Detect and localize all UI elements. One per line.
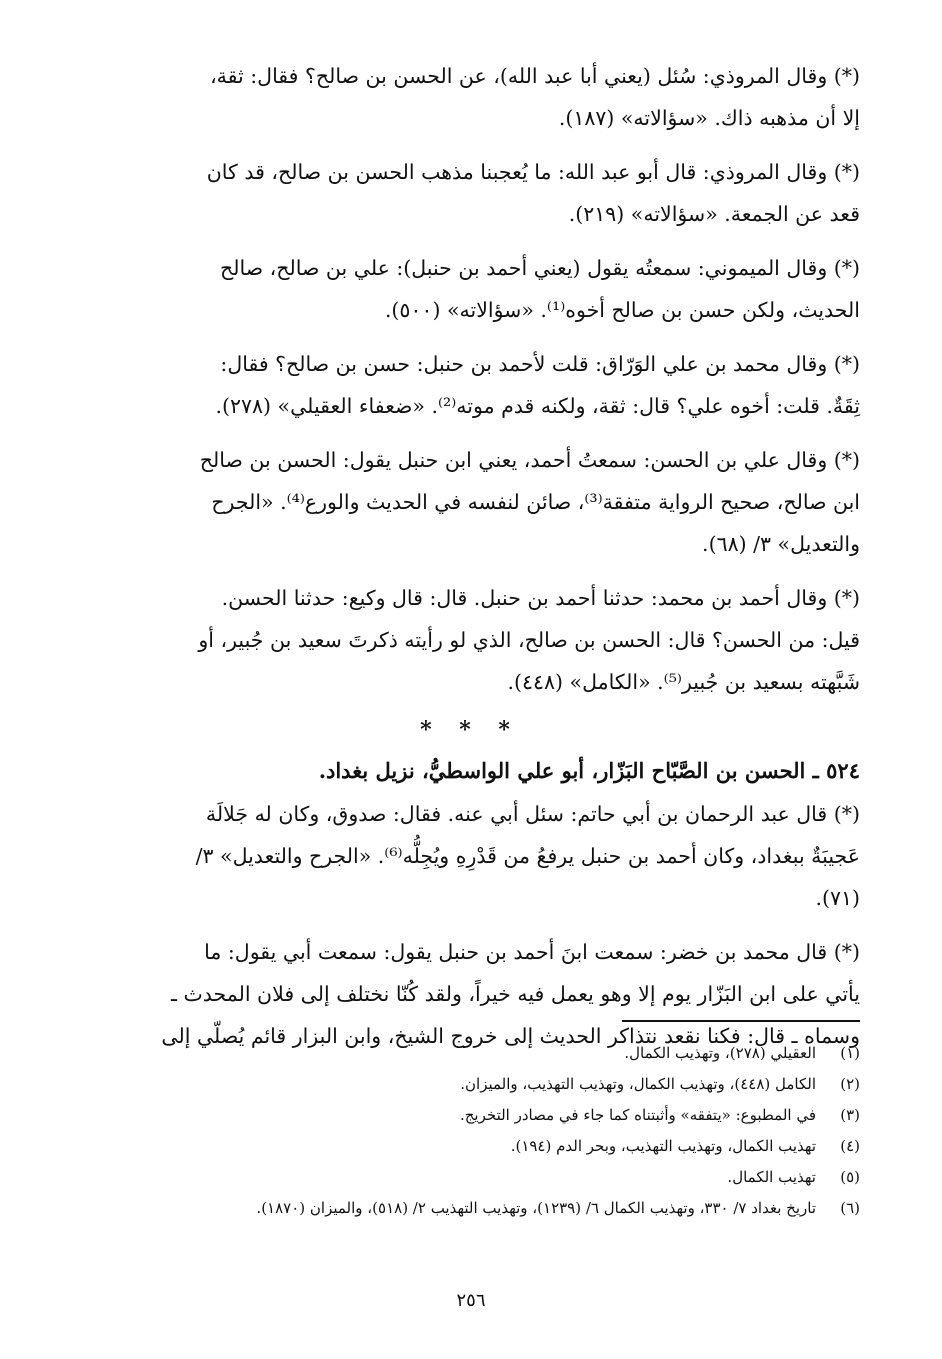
footnote-number: (٣) — [840, 1106, 860, 1124]
footnote-text: تهذيب الكمال. — [727, 1168, 816, 1186]
text-line: قعد عن الجمعة. «سؤالاته» (٢١٩). — [568, 202, 860, 226]
footnote-text: تهذيب الكمال، وتهذيب التهذيب، وبحر الدم (١٩٤). — [510, 1137, 816, 1155]
main-text — [80, 55, 860, 1069]
text-line: (*) قال محمد بن خضر: سمعت ابنَ أحمد بن حنبل يقول: سمعت أبي يقول: ما — [204, 940, 860, 964]
text-line: وسماه ـ قال: فكنا نقعد نتذاكر الحديث إلى خروج الشيخ، وابن البزار قائم يُصلّي إلى — [161, 1024, 860, 1048]
narration-paragraph — [80, 151, 860, 235]
footnote-item — [80, 1038, 860, 1069]
footnote-number: (٥) — [840, 1168, 860, 1186]
footnote-item — [80, 1193, 860, 1224]
text-line: ثِقَةٌ. قلت: أخوه علي؟ قال: ثقة، ولكنه قدم موته⁽²⁾. «ضعفاء العقيلي» (٢٧٨). — [215, 394, 860, 418]
text-line: (*) وقال الميموني: سمعتُه يقول (يعني أحمد بن حنبل): علي بن صالح، صالح — [220, 256, 860, 280]
entry-heading: ٥٢٤ ـ الحسن بن الصَّبّاح البَزّار، أبو علي الواسطيُّ، نزيل بغداد. — [318, 758, 860, 783]
footnote-item — [80, 1131, 860, 1162]
narration-paragraph — [80, 55, 860, 139]
footnote-text: تاريخ بغداد ٧/ ٣٣٠، وتهذيب الكمال ٦/ (١٢٣٩)، وتهذيب التهذيب ٢/ (٥١٨)، والميزان (١٨٧٠). — [256, 1199, 816, 1217]
footnote-item — [80, 1100, 860, 1131]
narration-paragraph — [80, 343, 860, 427]
text-line: (*) وقال محمد بن علي الوَرّاق: قلت لأحمد بن حنبل: حسن بن صالح؟ فقال: — [220, 352, 860, 376]
text-line: (*) قال عبد الرحمان بن أبي حاتم: سئل أبي عنه. فقال: صدوق، وكان له جَلالَة — [205, 802, 860, 826]
footnote-item — [80, 1162, 860, 1193]
text-line: (*) وقال المروذي: قال أبو عبد الله: ما يُعجبنا مذهب الحسن بن صالح، قد كان — [206, 160, 860, 184]
text-line: (*) وقال أحمد بن محمد: حدثنا أحمد بن حنبل. قال: قال وكيع: حدثنا الحسن. — [221, 586, 860, 610]
text-line: عَجيبَةٌ ببغداد، وكان أحمد بن حنبل يرفعُ من قَدْرِهِ ويُجِلُّه⁽⁶⁾. «الجرح والتعديل» ٣/ — [195, 844, 860, 868]
text-line: إلا أن مذهبه ذاك. «سؤالاته» (١٨٧). — [558, 106, 860, 130]
footnote-text: في المطبوع: «يتفقه» وأثبتناه كما جاء في مصادر التخريج. — [459, 1106, 816, 1124]
text-line: شَبَّهته بسعيد بن جُبير⁽⁵⁾. «الكامل» (٤٤٨). — [507, 670, 860, 694]
text-line: يأتي على ابن البَزّار يوم إلا وهو يعمل فيه خيراً، ولقد كُنّا نختلف إلى فلان المحدث ـ — [170, 982, 860, 1006]
text-line: (٧١). — [815, 886, 860, 910]
narration-paragraph — [80, 439, 860, 565]
narration-paragraph — [80, 247, 860, 331]
narration-paragraph — [80, 793, 860, 919]
section-separator: * * * — [420, 717, 520, 743]
entry-narrations-block — [80, 793, 860, 1057]
footnote-divider — [622, 1020, 860, 1022]
text-line: الحديث، ولكن حسن بن صالح أخوه⁽¹⁾. «سؤالاته» (٥٠٠). — [384, 298, 860, 322]
footnote-text: الكامل (٤٤٨)، وتهذيب الكمال، وتهذيب التهذيب، والميزان. — [460, 1075, 816, 1093]
text-line: قيل: من الحسن؟ قال: الحسن بن صالح، الذي لو رأيته ذكرتَ سعيد بن جُبير، أو — [198, 628, 860, 652]
footnote-item — [80, 1069, 860, 1100]
text-line: (*) وقال علي بن الحسن: سمعتُ أحمد، يعني ابن حنبل يقول: الحسن بن صالح — [199, 448, 860, 472]
text-line: (*) وقال المروذي: سُئل (يعني أبا عبد الله)، عن الحسن بن صالح؟ فقال: ثقة، — [210, 64, 860, 88]
footnote-text: العقيلي (٢٧٨)، وتهذيب الكمال. — [624, 1044, 816, 1062]
text-line: ابن صالح، صحيح الرواية متفقة⁽³⁾، صائن لنفسه في الحديث والورع⁽⁴⁾. «الجرح — [211, 490, 860, 514]
page-number: ٢٥٦ — [456, 1290, 486, 1311]
narration-paragraph — [80, 577, 860, 703]
narrations-block — [80, 55, 860, 703]
footnotes — [80, 1038, 860, 1224]
footnote-number: (٢) — [840, 1075, 860, 1093]
footnote-number: (٦) — [840, 1199, 860, 1217]
text-line: والتعديل» ٣/ (٦٨). — [702, 532, 860, 556]
footnote-number: (٤) — [840, 1137, 860, 1155]
footnote-number: (١) — [840, 1044, 860, 1062]
